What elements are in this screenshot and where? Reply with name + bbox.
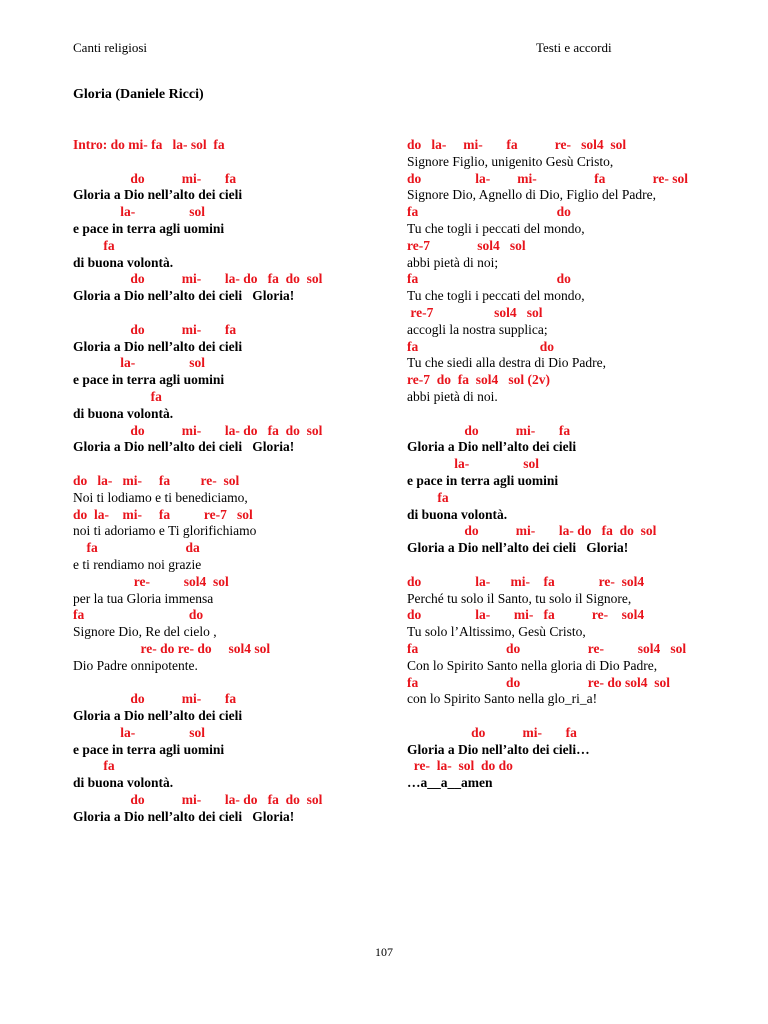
chord-line: do mi- fa (407, 724, 577, 740)
lyric-line: di buona volontà. (407, 506, 508, 522)
chord-line: do la- mi- fa re- sol4 (407, 607, 645, 623)
lyric-line: Perché tu solo il Santo, tu solo il Signore, (407, 590, 632, 606)
chord-line: re-7 sol4 sol (407, 237, 526, 253)
lyric-line: Gloria a Dio nell’alto dei cieli… (407, 741, 590, 757)
lyric-line: Signore Figlio, unigenito Gesù Cristo, (407, 153, 614, 169)
chord-line: fa (73, 237, 115, 253)
chord-line: do la- mi- fa re-7 sol (73, 506, 253, 522)
chord-line: do mi- la- do fa do sol (73, 271, 323, 287)
stanza-break (73, 456, 373, 473)
chord-line: do la- mi- fa re- sol4 (407, 573, 645, 589)
chord-line: do mi- fa (73, 170, 237, 186)
chord-line: re-7 do fa sol4 sol (2v) (407, 372, 550, 388)
chord-line: re- do re- do sol4 sol (73, 640, 271, 656)
chord-line: fa do (407, 338, 555, 354)
chord-line: fa (407, 489, 449, 505)
lyric-line: Signore Dio, Agnello di Dio, Figlio del Padre, (407, 187, 656, 203)
chord-line: do mi- la- do fa do sol (73, 792, 323, 808)
chord-line: re- la- sol do do (407, 758, 513, 774)
chord-line: la- sol (73, 204, 206, 220)
chord-line: do la- mi- fa re- sol (73, 472, 240, 488)
right-column (407, 137, 727, 792)
lyric-line: Noi ti lodiamo e ti benediciamo, (73, 489, 248, 505)
chord-line: do mi- fa (407, 422, 571, 438)
stanza-break (73, 305, 373, 322)
lyric-line: …a__a__amen (407, 775, 493, 791)
lyric-line: Dio Padre onnipotente. (73, 657, 198, 673)
chord-line: fa do re- do sol4 sol (407, 674, 671, 690)
stanza-break (73, 154, 373, 171)
lyric-line: e pace in terra agli uomini (407, 472, 559, 488)
left-column (73, 137, 373, 826)
lyric-line: noi ti adoriamo e Ti glorifichiamo (73, 523, 257, 539)
lyric-line: Gloria a Dio nell’alto dei cieli (73, 187, 243, 203)
lyric-line: e pace in terra agli uomini (73, 372, 225, 388)
chord-line: do la- mi- fa re- sol4 sol (407, 137, 627, 152)
chord-line: do mi- fa (73, 691, 237, 707)
stanza-break (73, 675, 373, 692)
lyric-line: abbi pietà di noi; (407, 254, 499, 270)
chord-line: fa (73, 758, 115, 774)
lyric-line: Gloria a Dio nell’alto dei cieli (73, 338, 243, 354)
chord-line: do la- mi- fa re- sol (407, 170, 688, 186)
lyric-line: Signore Dio, Re del cielo , (73, 624, 217, 640)
stanza-break (407, 406, 727, 423)
lyric-line: e pace in terra agli uomini (73, 741, 225, 757)
lyric-line: di buona volontà. (73, 254, 174, 270)
header-left: Canti religiosi (73, 40, 148, 55)
chord-line: fa do (407, 204, 571, 220)
lyric-line: Con lo Spirito Santo nella gloria di Dio Padre, (407, 657, 658, 673)
chord-line: do mi- fa (73, 321, 237, 337)
chord-line: re- sol4 sol (73, 573, 229, 589)
lyric-line: accogli la nostra supplica; (407, 321, 548, 337)
lyric-line: e ti rendiamo noi grazie (73, 556, 202, 572)
chord-line: la- sol (73, 724, 206, 740)
lyric-line: di buona volontà. (73, 775, 174, 791)
chord-line: fa da (73, 540, 200, 556)
lyric-line: Tu che togli i peccati del mondo, (407, 288, 585, 304)
lyric-line: Gloria a Dio nell’alto dei cieli Gloria! (73, 288, 295, 304)
lyric-line: abbi pietà di noi. (407, 388, 498, 404)
lyric-line: Gloria a Dio nell’alto dei cieli Gloria! (407, 540, 629, 556)
header-right: Testi e accordi (536, 40, 612, 55)
lyric-line: per la tua Gloria immensa (73, 590, 214, 606)
lyric-line: Tu che togli i peccati del mondo, (407, 220, 585, 236)
chord-line: do mi- la- do fa do sol (407, 523, 657, 539)
lyric-line: con lo Spirito Santo nella glo_ri_a! (407, 691, 598, 707)
lyric-line: Gloria a Dio nell’alto dei cieli Gloria! (73, 439, 295, 455)
chord-line: fa do re- sol4 sol (407, 640, 687, 656)
lyric-line: e pace in terra agli uomini (73, 220, 225, 236)
lyric-line: di buona volontà. (73, 405, 174, 421)
lyric-line: Tu che siedi alla destra di Dio Padre, (407, 355, 606, 371)
chord-line: re-7 sol4 sol (407, 304, 543, 320)
chord-line: fa do (407, 271, 571, 287)
lyric-line: Gloria a Dio nell’alto dei cieli (73, 708, 243, 724)
chord-line: fa (73, 388, 162, 404)
chord-line: fa do (73, 607, 204, 623)
chord-line: do mi- la- do fa do sol (73, 422, 323, 438)
page-number: 107 (375, 945, 393, 959)
stanza-break (407, 708, 727, 725)
chord-line: la- sol (73, 355, 206, 371)
song-title: Gloria (Daniele Ricci) (73, 87, 204, 102)
chord-line: la- sol (407, 456, 540, 472)
stanza-break (407, 557, 727, 574)
lyric-line: Gloria a Dio nell’alto dei cieli Gloria! (73, 808, 295, 824)
lyric-line: Tu solo l’Altissimo, Gesù Cristo, (407, 624, 586, 640)
chord-line: Intro: do mi- fa la- sol fa (73, 137, 225, 152)
lyric-line: Gloria a Dio nell’alto dei cieli (407, 439, 577, 455)
